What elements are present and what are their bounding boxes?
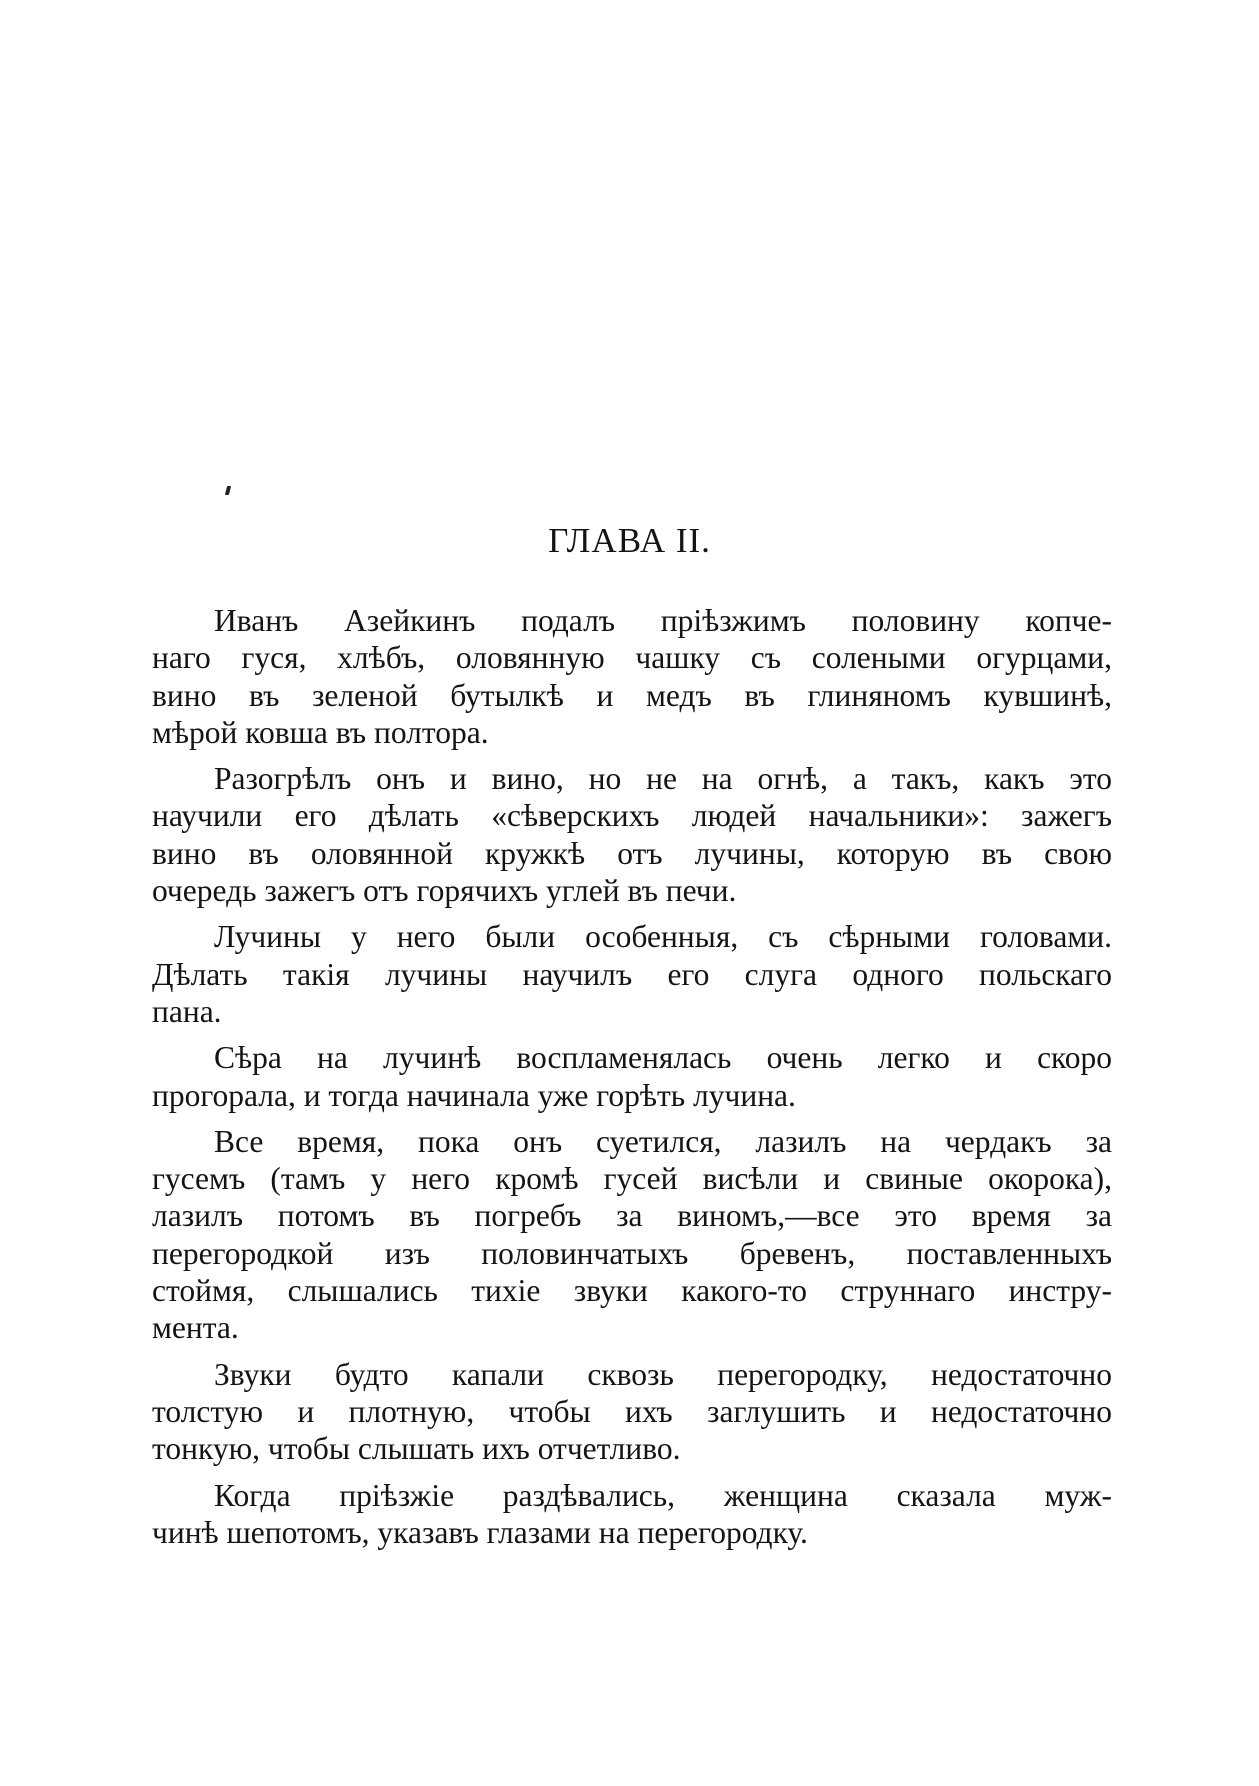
body-text [152,602,1112,1560]
text-line: лазилъ потомъ въ погребъ за виномъ,—все это время за [152,1198,1112,1234]
text-line: толстую и плотную, чтобы ихъ заглушить и недостаточно [152,1393,1112,1429]
text-line: наго гуся, хлѣбъ, оловянную чашку съ солеными огурцами, [152,640,1112,676]
text-line: стоймя, слышались тихiе звуки какого-то струннаго инстру- [152,1273,1112,1309]
paragraph-2 [152,760,1112,909]
text-line: Лучины у него были особенныя, съ сѣрными головами. [214,919,1112,955]
paragraph-4 [152,1039,1112,1114]
text-line: гусемъ (тамъ у него кромѣ гусей висѣли и свиные окорока), [152,1161,1112,1197]
text-line: научили его дѣлать «сѣверскихъ людей начальники»: зажегъ [152,798,1112,834]
stray-ink-mark [225,486,231,495]
paragraph-5 [152,1123,1112,1347]
text-line: тонкую, чтобы слышать ихъ отчетливо. [152,1431,681,1467]
text-line: вино въ зеленой бутылкѣ и медъ въ глиняномъ кувшинѣ, [152,677,1112,713]
text-line: Иванъ Азейкинъ подалъ прiѣзжимъ половину копче- [214,603,1112,638]
text-line: чинѣ шепотомъ, указавъ глазами на перегородку. [152,1514,808,1550]
paragraph-3 [152,918,1112,1030]
paragraph-7 [152,1477,1112,1552]
text-line: перегородкой изъ половинчатыхъ бревенъ, поставленныхъ [152,1235,1112,1271]
text-line: Все время, пока онъ суетился, лазилъ на чердакъ за [214,1123,1112,1159]
text-line: очередь зажегъ отъ горячихъ углей въ печи. [152,873,737,909]
text-line: Дѣлать такiя лучины научилъ его слуга одного польскаго [152,956,1112,992]
text-line: мѣрой ковша въ полтора. [152,714,489,750]
text-line: прогорала, и тогда начинала уже горѣть лучина. [152,1077,796,1113]
paragraph-6 [152,1356,1112,1468]
text-line: пана. [152,993,222,1029]
text-line: вино въ оловянной кружкѣ отъ лучины, которую въ свою [152,835,1112,871]
text-line: Звуки будто капали сквозь перегородку, недостаточно [214,1356,1112,1392]
text-line: мента. [152,1310,239,1346]
text-line: Когда прiѣзжiе раздѣвались, женщина сказала муж- [214,1477,1112,1513]
paragraph-1 [152,602,1112,751]
text-line: Разогрѣлъ онъ и вино, но не на огнѣ, а такъ, какъ это [214,761,1112,797]
chapter-title: ГЛАВА II. [548,521,711,560]
text-line: Сѣра на лучинѣ воспламенялась очень легко и скоро [214,1040,1112,1076]
